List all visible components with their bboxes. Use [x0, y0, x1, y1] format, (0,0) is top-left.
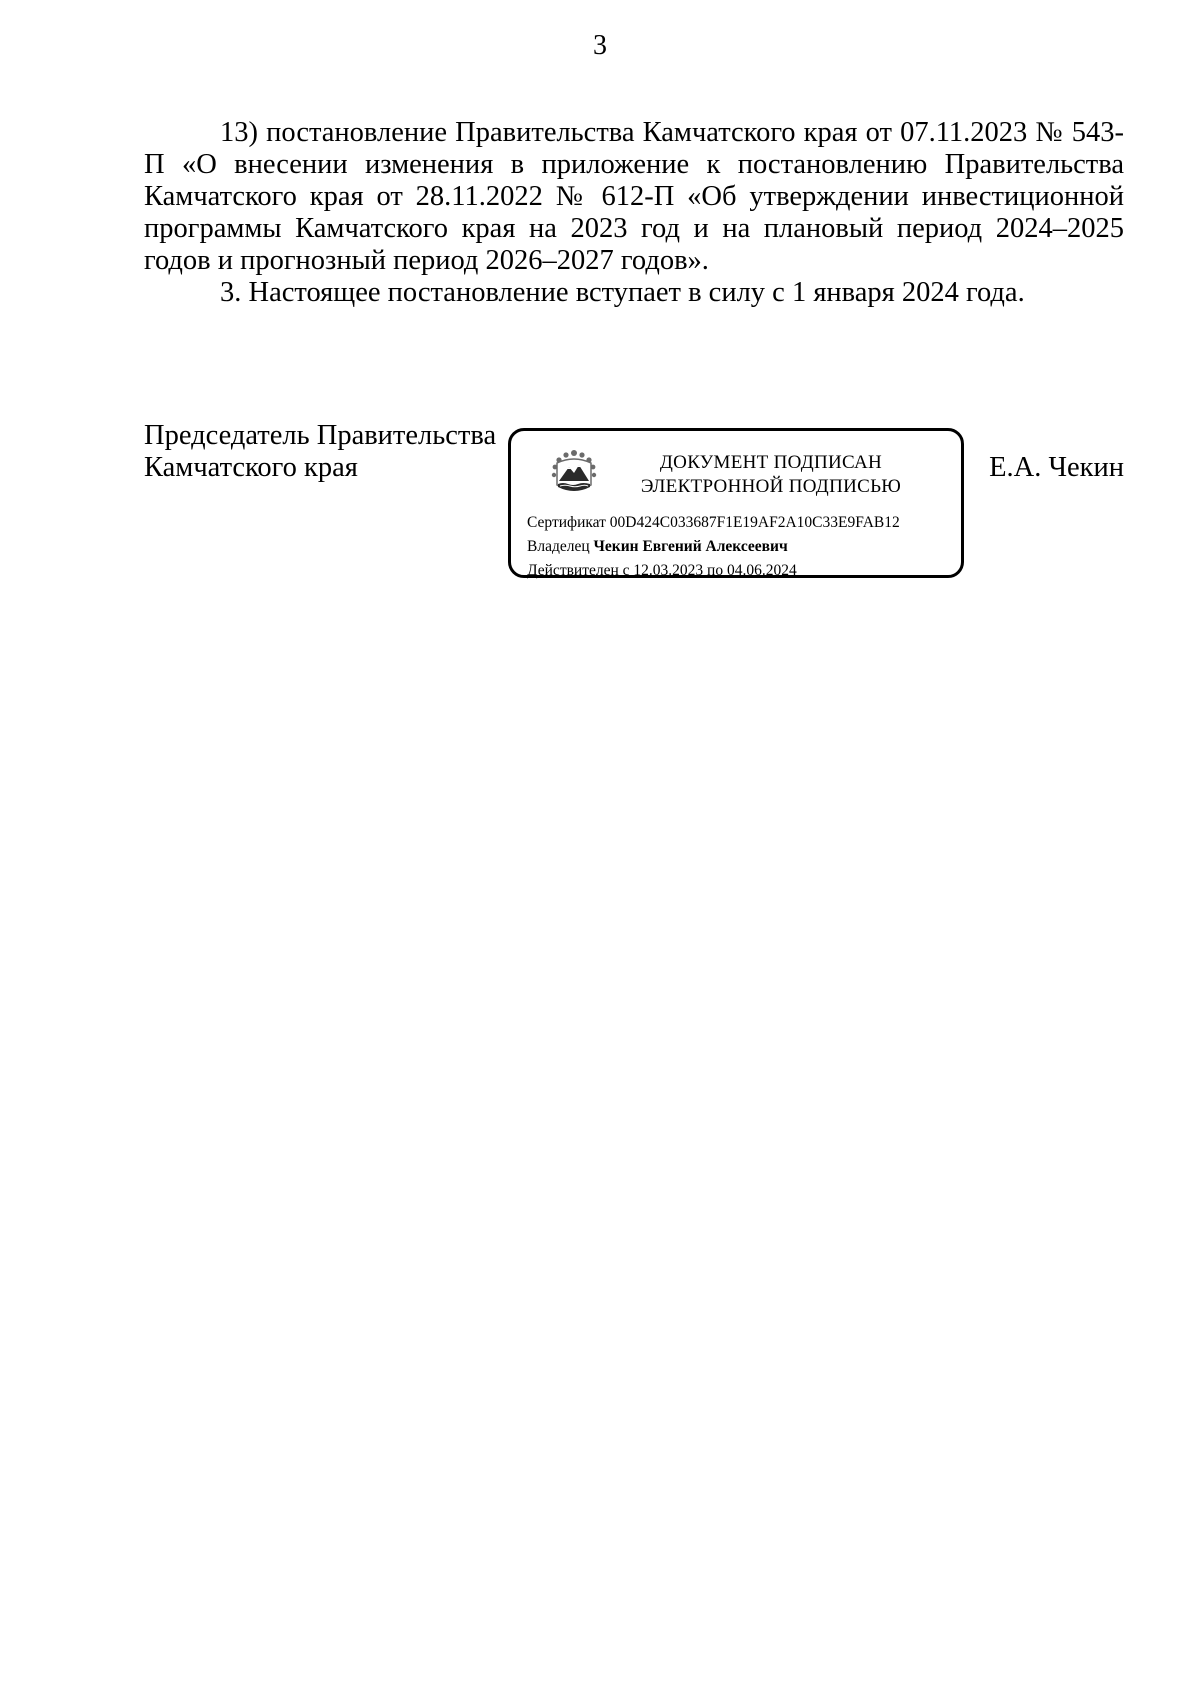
stamp-heading-line: ДОКУМЕНТ ПОДПИСАН	[659, 452, 883, 473]
certificate-label: Сертификат	[527, 514, 606, 531]
stamp-owner	[527, 535, 900, 559]
signer-position-line: Председатель Правительства	[144, 420, 497, 451]
owner-value: Чекин Евгений Алексеевич	[593, 538, 788, 555]
valid-from-date: 12.03.2023	[633, 562, 704, 579]
valid-to-date: 04.06.2024	[726, 562, 797, 579]
signer-position	[144, 420, 496, 484]
kamchatka-coat-of-arms-icon	[547, 447, 601, 501]
stamp-validity	[527, 559, 900, 583]
stamp-details	[527, 511, 900, 583]
page-number: 3	[593, 30, 607, 61]
document-body	[144, 117, 1124, 309]
owner-label: Владелец	[527, 538, 590, 555]
stamp-heading-line: ЭЛЕКТРОННОЙ ПОДПИСЬЮ	[640, 476, 902, 497]
paragraph-item-13: 13) постановление Правительства Камчатского края от 07.11.2023 № 543-П «О внесении изменения в приложение к постановлению Правительства Камчатского края от 28.11.2022 № 612-П «Об утверждении инвестиционной программы Камчатского края на 2023 год и на плановый период 2024–2025 годов и прогнозный период 2026–2027 годов».	[144, 117, 1124, 276]
stamp-heading	[611, 451, 931, 499]
certificate-value: 00D424C033687F1E19AF2A10C33E9FAB12	[609, 514, 900, 531]
signer-name: Е.А. Чекин	[989, 452, 1124, 483]
paragraph-item-3: 3. Настоящее постановление вступает в силу с 1 января 2024 года.	[220, 277, 1025, 308]
validity-from-label: Действителен с	[527, 562, 630, 579]
validity-to-label: по	[707, 562, 724, 579]
stamp-certificate	[527, 511, 900, 535]
electronic-signature-stamp	[508, 428, 964, 578]
signer-position-line: Камчатского края	[144, 452, 358, 483]
signature-block	[144, 420, 1124, 590]
